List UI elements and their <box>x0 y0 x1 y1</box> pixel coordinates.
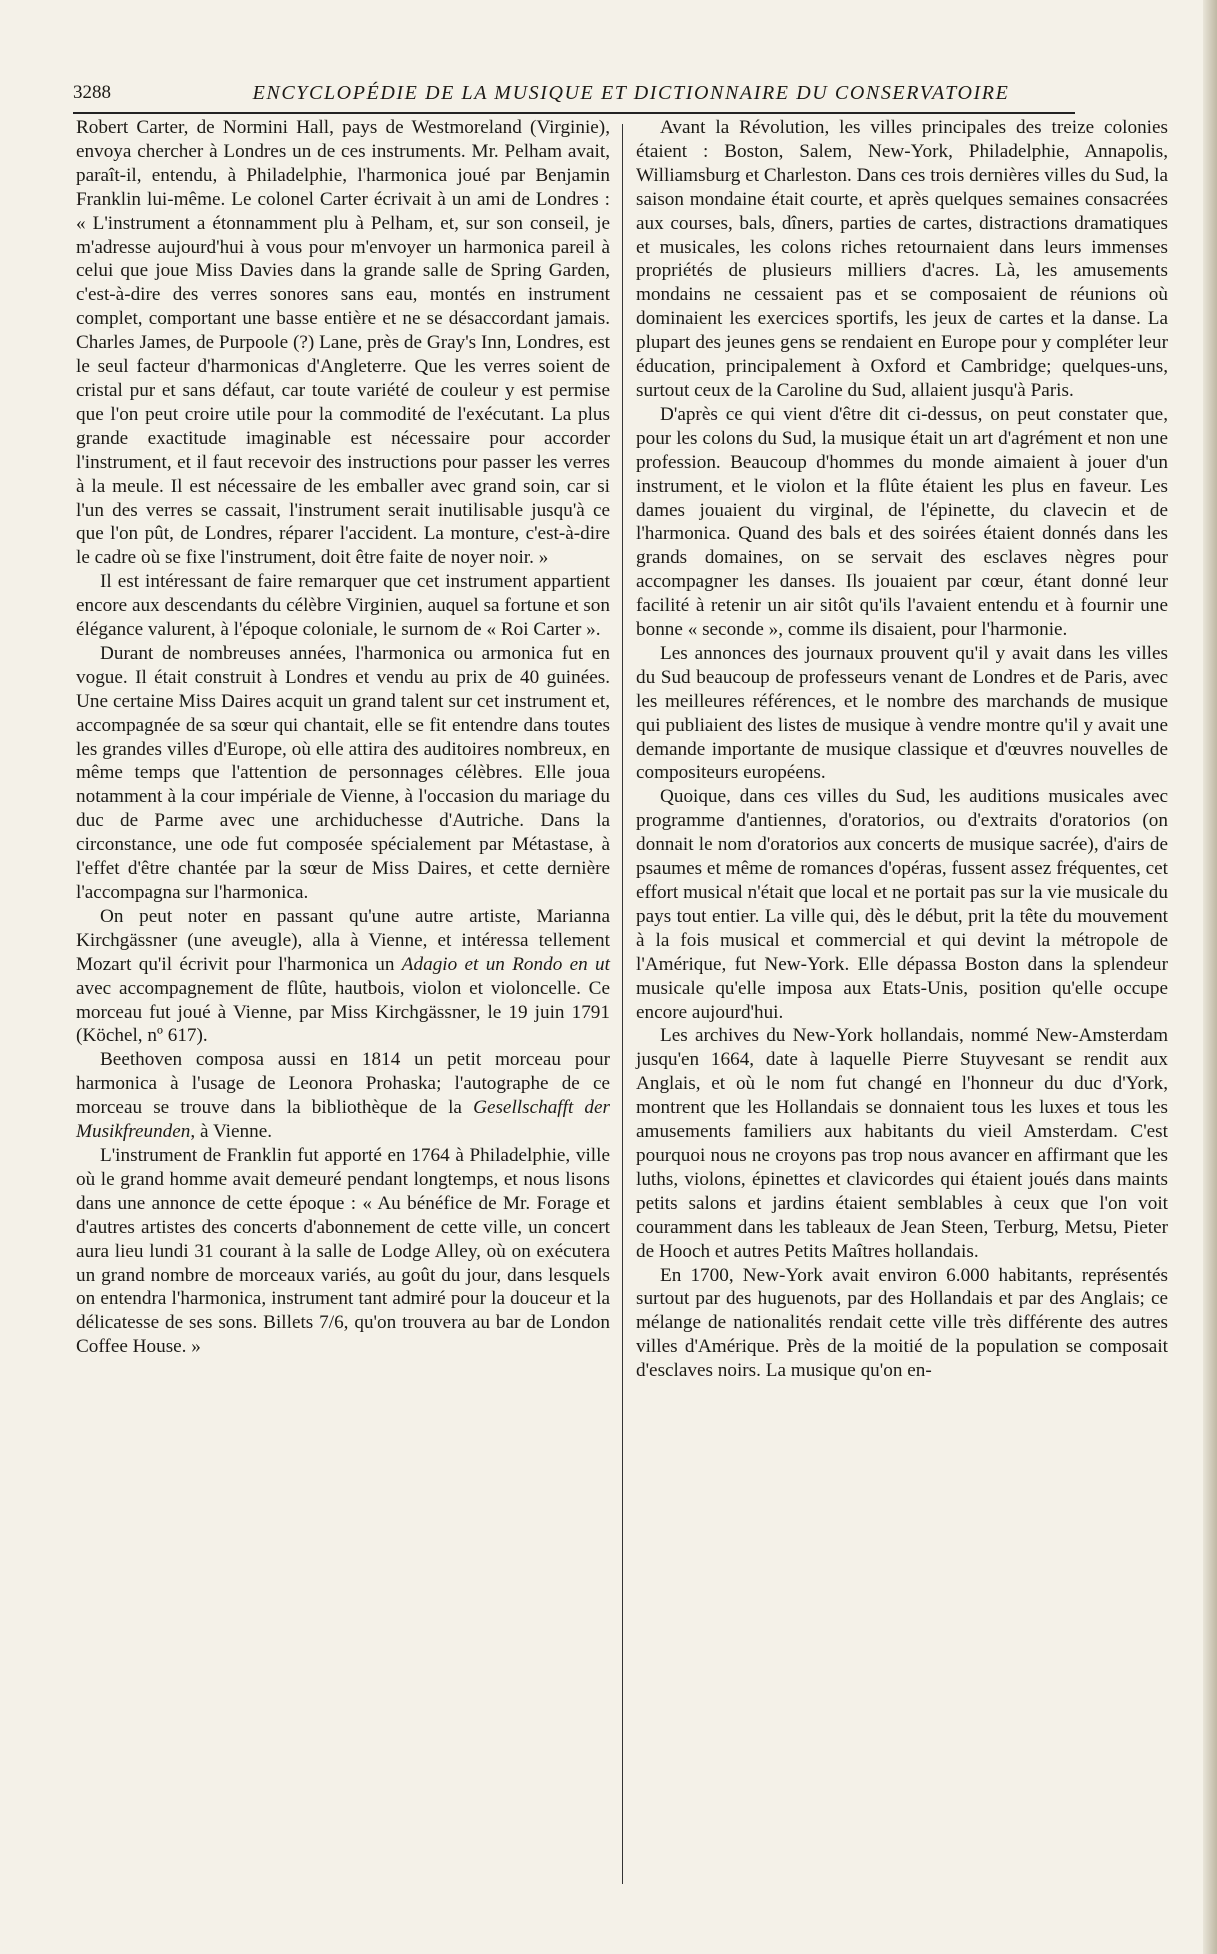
paragraph: D'après ce qui vient d'être dit ci-dessus, on peut constater que, pour les colons du Sud, la musique était un art d'agrément et non une profession. Beaucoup d'hommes du monde aimaient à jouer d'un instrument, et le violon et la flûte étaient les plus en faveur. Les dames jouaient du virginal, de l'épinette, du clavecin et de l'harmonica. Quand des bals et des soirées étaient donnés dans les grands domaines, on se servait des esclaves nègres pour accompagner les danses. Ils jouaient par cœur, étant donné leur facilité à retenir un air sitôt qu'ils l'avaient entendu et à fournir une bonne « seconde », comme ils disaient, pour l'harmonie. <box>636 403 1168 641</box>
text-run: , à Vienne. <box>190 1121 273 1143</box>
text-run: avec accompagnement de flûte, hautbois, violon et violoncelle. Ce morceau fut joué à Vienne, par Miss Kirchgässner, le 19 juin 1791 (Köchel, nº 617). <box>76 977 610 1047</box>
text-run: On peut noter en passant qu'une autre artiste, Marianna Kirchgässner (une aveugle), alla à Vienne, et intéressa tellement Mozart qu'il écrivit pour l'harmonica un <box>76 905 610 975</box>
paragraph: En 1700, New-York avait environ 6.000 habitants, représentés surtout par des huguenots, par des Hollandais et par des Anglais; ce mélange de nationalités rendait cette ville très différente des autres villes d'Amérique. Près de la moitié de la population se composait d'esclaves noirs. La musique qu'on en- <box>636 1264 1168 1382</box>
paragraph: Il est intéressant de faire remarquer que cet instrument appartient encore aux descendants du célèbre Virginien, auquel sa fortune et son élégance valurent, à l'époque coloniale, le surnom de « Roi Carter ». <box>76 571 610 641</box>
paragraph: Quoique, dans ces villes du Sud, les auditions musicales avec programme d'antiennes, d'oratorios, ou d'extraits d'oratorios (on donnait le nom d'oratorios aux concerts de musique sacrée), d'airs de psaumes et même de romances d'opéras, fussent assez fréquentes, cet effort musical n'était que local et ne portait pas sur la vie musicale du pays tout entier. La ville qui, dès le début, prit la tête du mouvement à la fois musical et commercial et qui devint la métropole de l'Amérique, fut New-York. Elle dépassa Boston dans la splendeur musicale qu'elle imposa aux Etats-Unis, position qu'elle occupe encore aujourd'hui. <box>636 786 1168 1023</box>
paragraph: L'instrument de Franklin fut apporté en 1764 à Philadelphie, ville où le grand homme avait demeuré pendant longtemps, et nous lisons dans une annonce de cette époque : « Au bénéfice de Mr. Forage et d'autres artistes des concerts d'abonnement de cette ville, un concert aura lieu lundi 31 courant à la salle de Lodge Alley, où on exécutera un grand nombre de morceaux variés, au goût du jour, dans lesquels on entendra l'harmonica, instrument tant admiré pour la douceur et la délicatesse de ses sons. Billets 7/6, qu'on trouvera au bar de London Coffee House. » <box>76 1144 610 1358</box>
page-header <box>73 82 1073 108</box>
paragraph <box>76 1048 610 1144</box>
left-column <box>76 116 610 1359</box>
right-column <box>636 116 1168 1383</box>
society-name: Gesellschafft der Musikfreunden <box>76 1097 610 1143</box>
running-title: ENCYCLOPÉDIE DE LA MUSIQUE ET DICTIONNAIRE DU CONSERVATOIRE <box>252 82 1010 104</box>
paragraph <box>76 905 610 1048</box>
header-rule <box>73 112 1075 114</box>
work-title: Adagio et un Rondo en ut <box>401 953 610 975</box>
paragraph: Durant de nombreuses années, l'harmonica ou armonica fut en vogue. Il était construit à Londres et vendu au prix de 40 guinées. Une certaine Miss Daires acquit un grand talent sur cet instrument et, accompagnée de sa sœur qui chantait, elle se fit entendre dans toutes les grandes villes d'Europe, où elle attira des auditoires nombreux, en même temps que l'attention de personnages célèbres. Elle joua notamment à la cour impériale de Vienne, à l'occasion du mariage du duc de Parme avec une archiduchesse d'Autriche. Dans la circonstance, une ode fut composée spécialement par Métastase, à l'effet d'être chantée par la sœur de Miss Daires, et cette dernière l'accompagna sur l'harmonica. <box>76 642 610 903</box>
paragraph: Les archives du New-York hollandais, nommé New-Amsterdam jusqu'en 1664, date à laquelle Pierre Stuyvesant se rendit aux Anglais, et où le nom fut changé en l'honneur du duc d'York, montrent que les Hollandais se donnaient tous les luxes et tous les amusements familiers aux habitants du vieil Amsterdam. C'est pourquoi nous ne croyons pas trop nous avancer en affirmant que les luths, violons, épinettes et clavicordes qui étaient joués dans maints petits salons et jardins étaient semblables à ceux que l'on voit couramment dans les tableaux de Jean Steen, Terburg, Metsu, Pieter de Hooch et autres Petits Maîtres hollandais. <box>636 1025 1168 1262</box>
paragraph: Avant la Révolution, les villes principales des treize colonies étaient : Boston, Salem, New-York, Philadelphie, Annapolis, Williamsburg et Charleston. Dans ces trois dernières villes du Sud, la saison mondaine était courte, et après quelques semaines consacrées aux courses, bals, dîners, parties de cartes, distractions dramatiques et musicales, les colons riches retournaient dans leurs immenses propriétés de plusieurs milliers d'acres. Là, les amusements mondains ne cessaient pas et se composaient de réunions où dominaient les exercices sportifs, les jeux de cartes et la danse. La plupart des jeunes gens se rendaient en Europe pour y compléter leur éducation, principalement à Oxford et Cambridge; quelques-uns, surtout ceux de la Caroline du Sud, allaient jusqu'à Paris. <box>636 117 1168 401</box>
paragraph: Les annonces des journaux prouvent qu'il y avait dans les villes du Sud beaucoup de professeurs venant de Londres et de Paris, avec les meilleures références, et le nombre des marchands de musique qui publiaient des listes de musique à vendre montre qu'il y avait une demande importante de musique classique et d'œuvres nouvelles de compositeurs européens. <box>636 642 1168 784</box>
text-run: Beethoven composa aussi en 1814 un petit morceau pour harmonica à l'usage de Leonora Prohaska; l'autographe de ce morceau se trouve dans la bibliothèque de la <box>76 1049 610 1119</box>
paragraph: Robert Carter, de Normini Hall, pays de Westmoreland (Virginie), envoya chercher à Londres un de ces instruments. Mr. Pelham avait, paraît-il, entendu, à Philadelphie, l'harmonica joué par Benjamin Franklin lui-même. Le colonel Carter écrivait à un ami de Londres : « L'instrument a étonnamment plu à Pelham, et, sur son conseil, je m'adresse aujourd'hui à vous pour m'envoyer un harmonica pareil à celui que joue Miss Davies dans la grande salle de Spring Garden, c'est-à-dire des verres sonores sans eau, montés en instrument complet, comportant une basse entière et ne se désaccordant jamais. Charles James, de Purpoole (?) Lane, près de Gray's Inn, Londres, est le seul facteur d'harmonicas d'Angleterre. Que les verres soient de cristal pur et sans défaut, car toute variété de couleur y est permise que l'on peut croire utile pour la commodité de l'exécutant. La plus grande exactitude imaginable est nécessaire pour accorder l'instrument, et il faut recevoir des instructions pour passer les verres à la meule. Il est nécessaire de les emballer avec grand soin, car si l'un des verres se cassait, l'instrument serait inutilisable jusqu'à ce que l'on pût, de Londres, réparer l'accident. La monture, c'est-à-dire le cadre où se fixe l'instrument, doit être faite de noyer noir. » <box>76 117 610 569</box>
page-number: 3288 <box>73 82 111 103</box>
column-divider <box>622 124 623 1884</box>
page-edge <box>1203 0 1217 1954</box>
